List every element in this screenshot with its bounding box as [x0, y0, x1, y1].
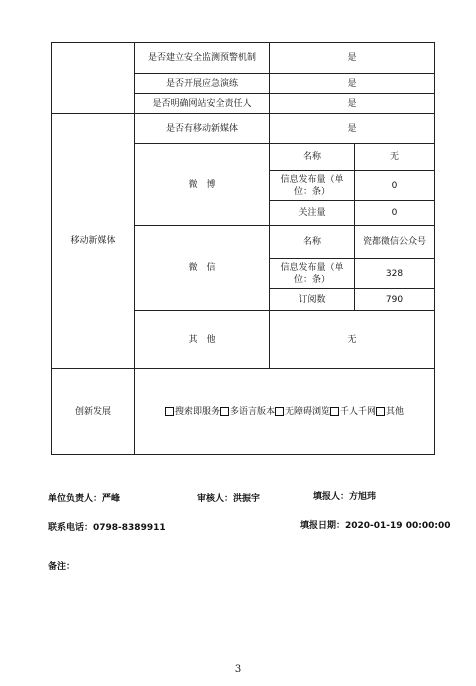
option-personalized[interactable]: 千人千网: [330, 406, 376, 418]
weixin-posts-value: 328: [355, 259, 435, 289]
weibo-posts-value: 0: [355, 171, 435, 201]
row-value: 是: [270, 94, 435, 114]
option-multilingual[interactable]: 多语言版本: [220, 406, 275, 418]
section-label-innovation: 创新发展: [52, 369, 135, 455]
weixin-subs-value: 790: [355, 289, 435, 311]
section-label-mobile-media: 移动新媒体: [52, 114, 135, 369]
row-label: 是否开展应急演练: [135, 74, 270, 94]
weixin-name-value: 瓷都微信公众号: [355, 226, 435, 259]
option-other[interactable]: 其他: [376, 406, 404, 418]
other-value: 无: [270, 311, 435, 369]
weixin-label: 微 信: [135, 226, 270, 311]
option-search-as-service[interactable]: 搜索即服务: [165, 406, 220, 418]
weibo-name-value: 无: [355, 144, 435, 171]
table-row: [52, 43, 435, 74]
weibo-posts-label: 信息发布量（单位：条）: [270, 171, 355, 201]
checkbox-icon[interactable]: [330, 407, 339, 416]
row-label: 是否有移动新媒体: [135, 114, 270, 144]
row-value: 是: [270, 43, 435, 74]
weibo-label: 微 博: [135, 144, 270, 226]
fill-date: 填报日期：2020-01-19 00:00:00: [300, 521, 451, 531]
other-label: 其 他: [135, 311, 270, 369]
table-row: [52, 369, 435, 455]
weixin-posts-label: 信息发布量（单位：条）: [270, 259, 355, 289]
filler: 填报人：方旭玮: [313, 492, 377, 502]
row-label: 是否建立安全监测预警机制: [135, 43, 270, 74]
unit-head: 单位负责人：严峰: [48, 494, 121, 504]
row-label: 是否明确网站安全责任人: [135, 94, 270, 114]
option-accessibility[interactable]: 无障碍浏览: [275, 406, 330, 418]
page-number: 3: [234, 664, 242, 675]
checkbox-icon[interactable]: [220, 407, 229, 416]
row-value: 是: [270, 114, 435, 144]
weixin-subs-label: 订阅数: [270, 289, 355, 311]
section-cell-security: [52, 43, 135, 114]
checkbox-icon[interactable]: [376, 407, 385, 416]
row-value: 是: [270, 74, 435, 94]
weibo-followers-label: 关注量: [270, 201, 355, 226]
weibo-followers-value: 0: [355, 201, 435, 226]
weibo-name-label: 名称: [270, 144, 355, 171]
checkbox-icon[interactable]: [275, 407, 284, 416]
innovation-options: [135, 369, 435, 455]
checkbox-icon[interactable]: [165, 407, 174, 416]
report-table: [51, 42, 435, 455]
reviewer: 审核人：洪振宇: [197, 494, 261, 504]
contact-phone: 联系电话：0798-8389911: [48, 523, 166, 533]
table-row: [52, 114, 435, 144]
remark-label: 备注：: [48, 562, 76, 572]
weixin-name-label: 名称: [270, 226, 355, 259]
